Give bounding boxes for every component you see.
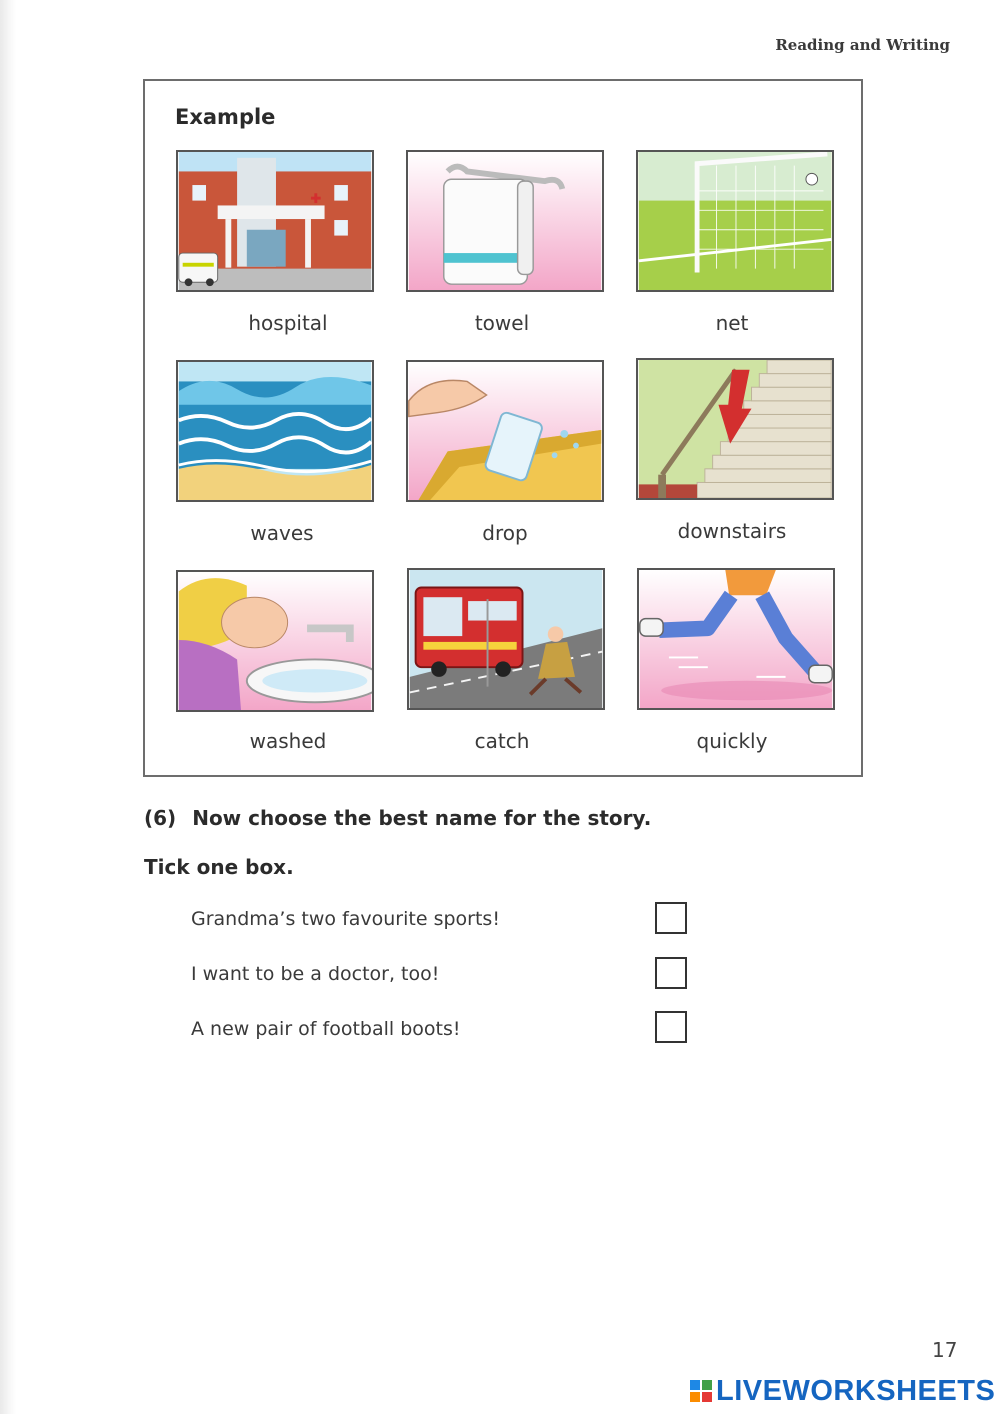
dropping-glass-illustration-icon — [408, 362, 602, 500]
example-panel — [143, 79, 863, 777]
caption-net: net — [715, 311, 749, 335]
caption-catch: catch — [474, 729, 530, 753]
question-text: Now choose the best name for the story. — [192, 806, 652, 830]
stairs-arrow-illustration-icon — [638, 360, 832, 498]
caption-drop: drop — [482, 521, 528, 545]
quickly-picture — [637, 568, 835, 710]
question-heading — [144, 806, 651, 830]
example-title: Example — [175, 105, 276, 129]
drop-picture — [406, 360, 604, 502]
caption-quickly: quickly — [696, 729, 768, 753]
caption-hospital: hospital — [248, 311, 328, 335]
towel-picture — [406, 150, 604, 292]
caption-washed: washed — [249, 729, 327, 753]
brand-name: LIVEWORKSHEETS — [716, 1374, 996, 1407]
waves-illustration-icon — [178, 362, 372, 500]
waves-picture — [176, 360, 374, 502]
towel-illustration-icon — [408, 152, 602, 290]
page-edge-shadow — [0, 0, 16, 1414]
caption-downstairs: downstairs — [677, 519, 787, 543]
liveworksheets-logo-icon — [690, 1380, 712, 1402]
caption-waves: waves — [250, 521, 314, 545]
hospital-picture — [176, 150, 374, 292]
question-number: (6) — [144, 806, 177, 830]
washed-picture — [176, 570, 374, 712]
goal-net-illustration-icon — [638, 152, 832, 290]
catching-bus-illustration-icon — [409, 570, 603, 708]
tick-box-2[interactable] — [655, 957, 687, 989]
caption-towel: towel — [474, 311, 530, 335]
section-header: Reading and Writing — [775, 36, 950, 54]
running-legs-illustration-icon — [639, 570, 833, 708]
net-picture — [636, 150, 834, 292]
page-number: 17 — [932, 1338, 958, 1362]
instruction-text: Tick one box. — [144, 855, 294, 879]
option-label-1: Grandma’s two favourite sports! — [191, 908, 500, 930]
tick-box-1[interactable] — [655, 902, 687, 934]
tick-box-3[interactable] — [655, 1011, 687, 1043]
hospital-illustration-icon — [178, 152, 372, 290]
catch-picture — [407, 568, 605, 710]
girl-washing-face-illustration-icon — [178, 572, 372, 710]
liveworksheets-brand[interactable] — [690, 1375, 995, 1407]
downstairs-picture — [636, 358, 834, 500]
option-label-3: A new pair of football boots! — [191, 1018, 461, 1040]
option-label-2: I want to be a doctor, too! — [191, 963, 440, 985]
